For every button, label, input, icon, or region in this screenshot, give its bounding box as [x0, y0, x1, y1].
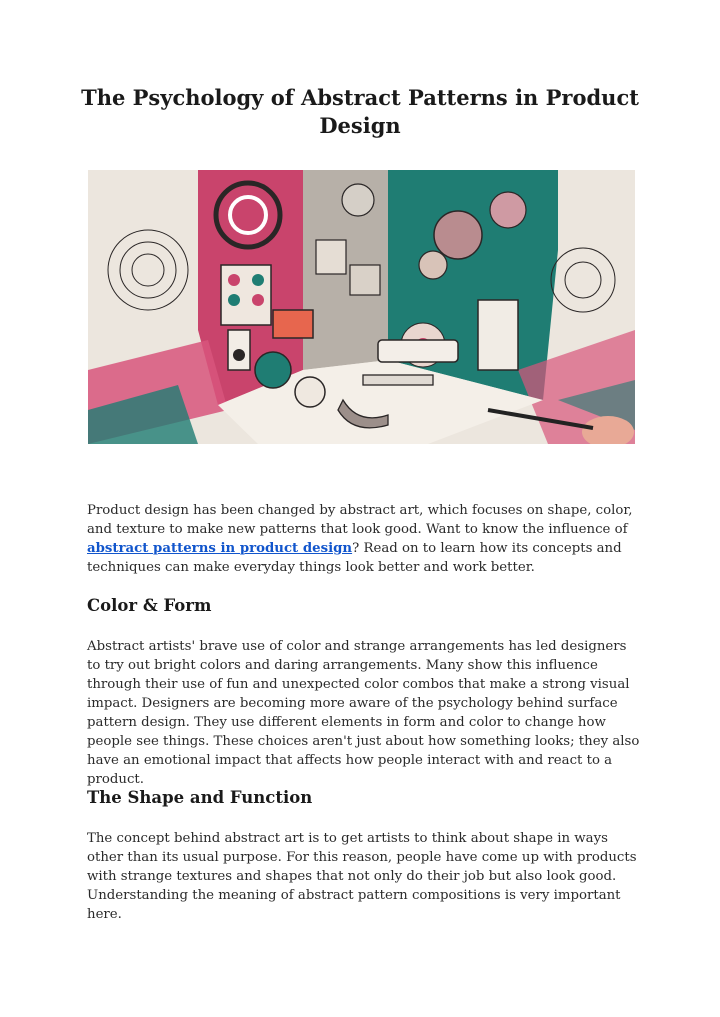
intro-paragraph: [87, 501, 642, 577]
section-body-color-form: Abstract artists' brave use of color and strange arrangements has led designers to try out bright colors and daring arrangements. Many show this influence through their use of fun and unexpected color combos that make a strong visual impact. Designers are becoming more aware of the psychology behind surface pattern design. They use different elements in form and color to change how people see things. These choices aren't just about how something looks; they also have an emotional impact that affects how people interact with and react to a product.: [87, 639, 640, 787]
section-heading-shape-function: The Shape and Function: [87, 788, 313, 807]
hero-illustration: [88, 170, 635, 444]
section-heading-color-form: Color & Form: [87, 596, 212, 615]
intro-text-end: ? Read on to learn how its concepts and techniques can make everyday things look better and work better.: [87, 541, 622, 575]
page-title: The Psychology of Abstract Patterns in Product Design: [81, 85, 639, 138]
abstract-patterns-link[interactable]: abstract patterns in product design: [87, 541, 353, 556]
section-body-shape-function: The concept behind abstract art is to get artists to think about shape in ways other than its usual purpose. For this reason, people have come up with products with strange textures and shapes that not only do their job but also look good. Understanding the meaning of abstract pattern compositions is very important here.: [87, 831, 637, 922]
intro-text-start: Product design has been changed by abstract art, which focuses on shape, color, and texture to make new patterns that look good. Want to know the influence of: [87, 503, 633, 537]
